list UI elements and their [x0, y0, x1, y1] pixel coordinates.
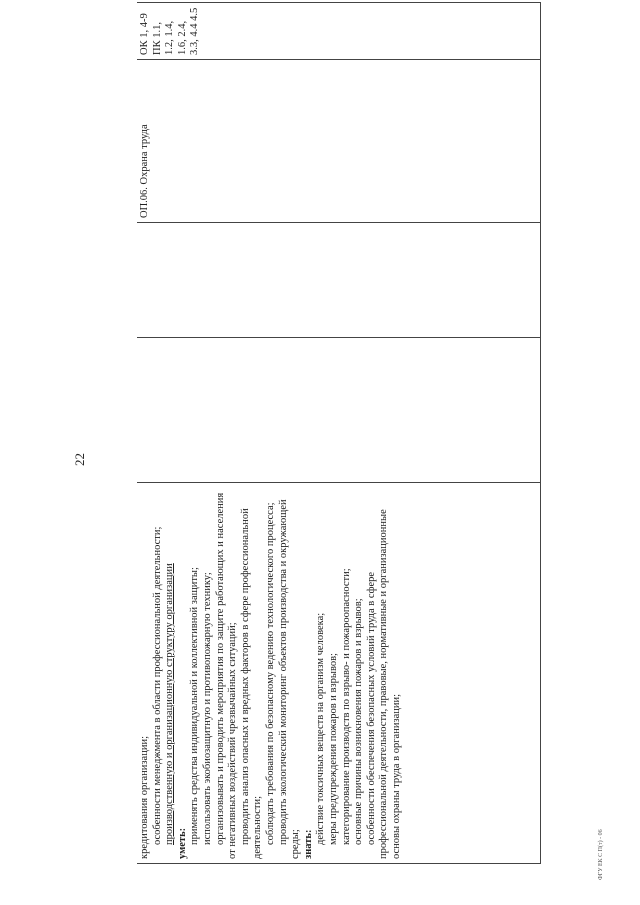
- umet-item: применять средства индивидуальной и коллективной защиты;: [189, 567, 201, 845]
- skills-cell: [137, 483, 541, 864]
- spacer-cell: [137, 2, 541, 3]
- competencies-codes: ОК 1, 4-9 ПК 1.1, 1.2, 1.4, 1.6, 2.4, 3.3, 4.4 4.5: [139, 7, 201, 55]
- footer-code: ФГУ ЕК С П(т) - 06: [598, 829, 604, 880]
- page-number: 22: [72, 453, 87, 466]
- umet-item: проводить анализ опасных и вредных факторов в сфере профессиональной деятельности;: [239, 508, 264, 859]
- znat-item: действие токсичных веществ на организм человека;: [315, 612, 327, 845]
- umet-item: организовывать и проводить мероприятия по защите работающих и населения от негативных воздействий чрезвычайных ситуаций;: [214, 492, 239, 859]
- skills-heading-umet: уметь:: [176, 827, 188, 859]
- hours-class-cell: [137, 223, 541, 338]
- znat-item: меры предупреждения пожаров и взрывов;: [327, 653, 339, 845]
- umet-item: использовать экобиозащитную и противопожарную технику;: [201, 572, 213, 845]
- umet-item: проводить экологический мониторинг объектов производства и окружающей среды;: [277, 499, 302, 859]
- rotated-table-container: [137, 7, 541, 864]
- znat-item: категорирование производств по взрыво- и пожароопасности;: [340, 568, 352, 845]
- umet-item: соблюдать требования по безопасному ведению технологического процесса;: [264, 502, 276, 845]
- discipline-cell: [137, 60, 541, 223]
- hours-max-cell: [137, 338, 541, 483]
- znat-item: особенности обеспечения безопасных условий труда в сфере профессиональной деятельности, правовые, нормативные и организационные основы охраны труда в организации;: [365, 509, 402, 859]
- discipline-name: ОП.06. Охрана труда: [139, 124, 150, 218]
- znat-item: основные причины возникновения пожаров и взрывов;: [353, 598, 365, 845]
- skills-line: кредитования организации;: [139, 736, 150, 859]
- skills-line: производственную и организационную структуру организации: [164, 563, 176, 845]
- competencies-cell: [137, 3, 541, 60]
- curriculum-table: [137, 1, 541, 864]
- skills-line: особенности менеджмента в области профессиональной деятельности;: [151, 526, 163, 845]
- skills-heading-znat: знать:: [302, 829, 314, 859]
